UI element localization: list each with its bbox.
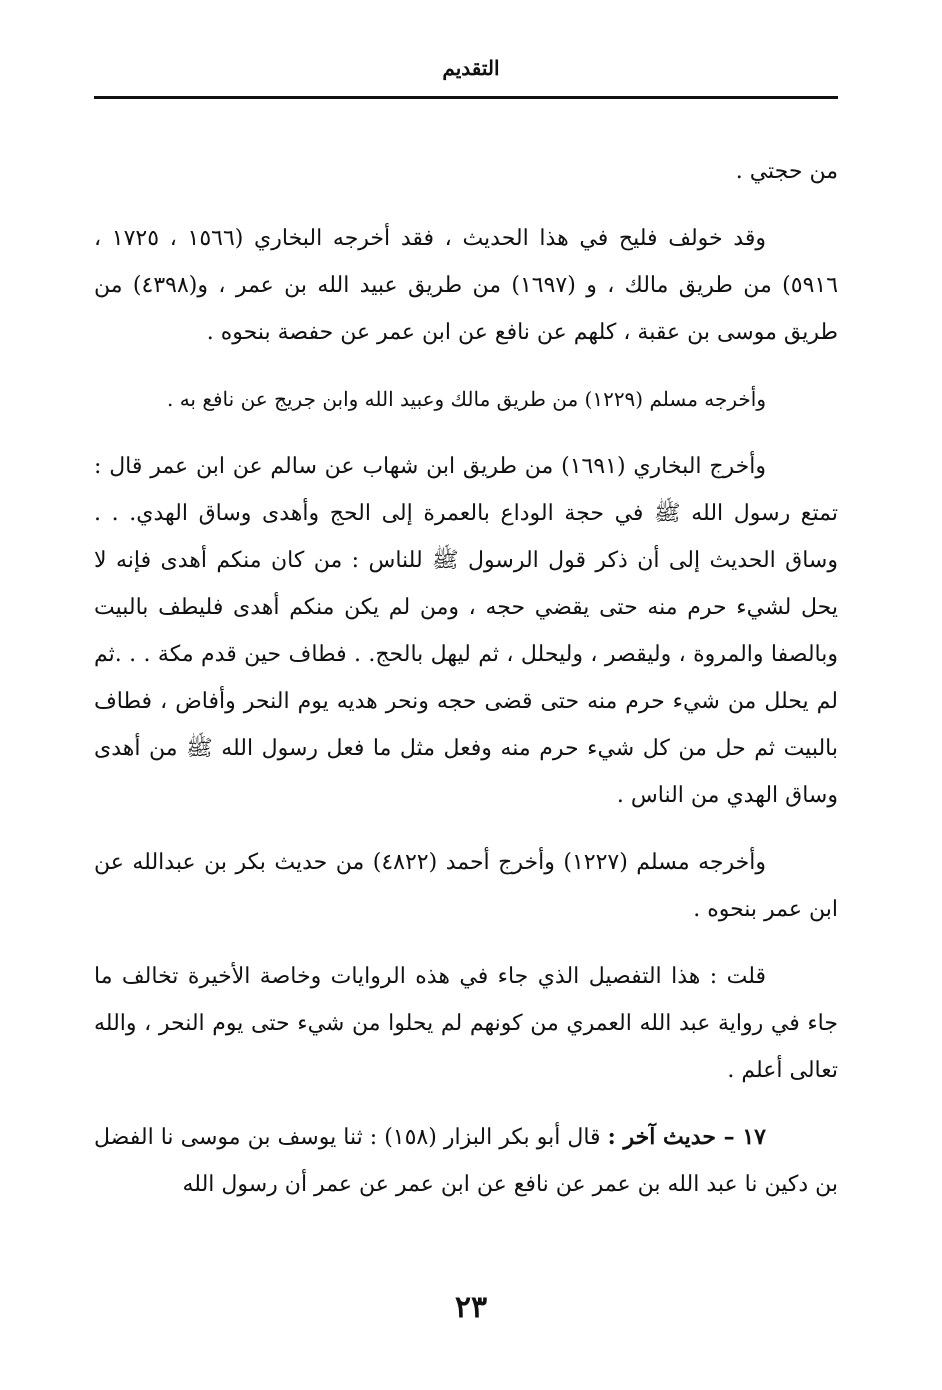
body-text (94, 148, 838, 1228)
paragraph-muslim-1229: وأخرجه مسلم (١٢٢٩) من طريق مالك وعبيد الله وابن جريج عن نافع به . (166, 387, 766, 411)
hadith-label: ١٧ – حديث آخر : (607, 1124, 766, 1150)
paragraph-bukhari-1691: وأخرج البخاري (١٦٩١) من طريق ابن شهاب عن سالم عن ابن عمر قال : تمتع رسول الله ﷺ في حجة الوداع بالعمرة إلى الحج وأهدى وساق الهدي. . . وساق الحديث إلى أن ذكر قول الرسول ﷺ للناس : من كان منكم أهدى فإنه لا يحل لشيء حرم منه حتى يقضي حجه ، ومن لم يكن منكم أهدى فليطف بالبيت وبالصفا والمروة ، وليقصر ، وليحلل ، ثم ليهل بالحج. . فطاف حين قدم مكة . . .ثم لم يحلل من شيء حرم منه حتى قضى حجه ونحر هديه يوم النحر وأفاض ، فطاف بالبيت ثم حل من كل شيء حرم منه وفعل مثل ما فعل رسول الله ﷺ من أهدى وساق الهدي من الناس . (94, 454, 838, 808)
paragraph-continuation: من حجتي . (735, 159, 838, 184)
paragraph-bukhari-variants: وقد خولف فليح في هذا الحديث ، فقد أخرجه البخاري (١٥٦٦ ، ١٧٢٥ ، ٥٩١٦) من طريق مالك ، و (١٦٩٧) من طريق عبيد الله بن عمر ، و(٤٣٩٨) من طريق موسى بن عقبة ، كلهم عن نافع عن ابن عمر عن حفصة بنحوه . (94, 226, 839, 345)
page-number: ٢٣ (454, 1290, 488, 1325)
running-header: التقديم (442, 56, 500, 80)
paragraph-author-note: قلت : هذا التفصيل الذي جاء في هذه الروايات وخاصة الأخيرة تخالف ما جاء في رواية عبد الله العمري من كونهم لم يحلوا من شيء حتى يوم النحر ، والله تعالى أعلم . (94, 964, 838, 1083)
paragraph-muslim-ahmad: وأخرجه مسلم (١٢٢٧) وأخرج أحمد (٤٨٢٢) من حديث بكر بن عبدالله عن ابن عمر بنحوه . (94, 850, 838, 922)
hadith-text: قال أبو بكر البزار (١٥٨) : ثنا يوسف بن موسى نا الفضل بن دكين نا عبد الله بن عمر عن نافع عن ابن عمر عن عمر أن رسول الله (94, 1125, 838, 1197)
paragraph-hadith-17 (94, 1114, 838, 1208)
header-rule (94, 96, 838, 99)
